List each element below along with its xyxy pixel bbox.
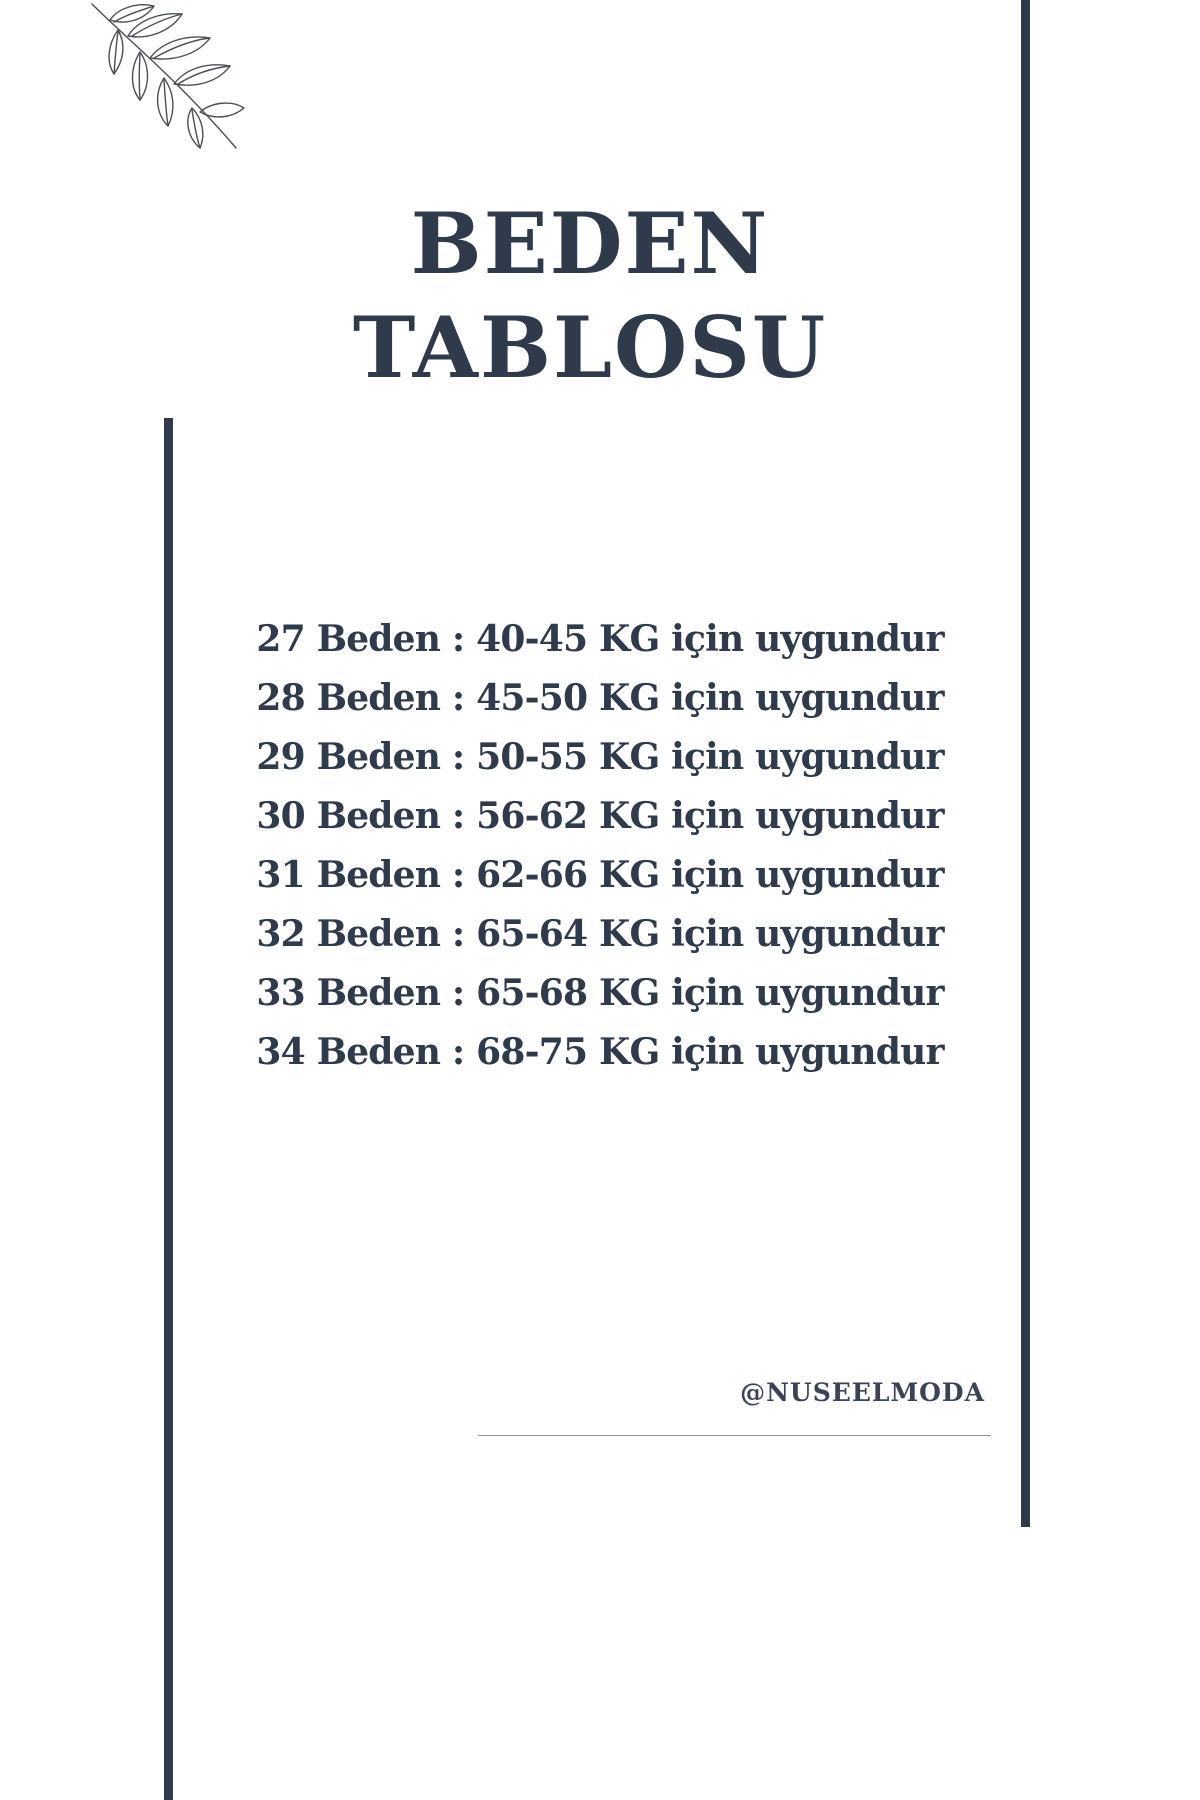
- size-chart-list: [250, 610, 950, 1082]
- leaf-branch-icon: [88, 0, 248, 155]
- size-row-27: 27 Beden : 40-45 KG için uygundur: [256, 618, 944, 660]
- size-row-31: 31 Beden : 62-66 KG için uygundur: [256, 854, 944, 896]
- right-vertical-rule: [1021, 0, 1030, 1527]
- size-row-30: 30 Beden : 56-62 KG için uygundur: [256, 795, 944, 837]
- handle-underline-divider: [478, 1435, 991, 1436]
- size-row-28: 28 Beden : 45-50 KG için uygundur: [256, 677, 944, 719]
- brand-handle: @NUSEELMODA: [740, 1378, 985, 1407]
- title-line-1: BEDEN: [410, 194, 770, 293]
- size-row-34: 34 Beden : 68-75 KG için uygundur: [256, 1031, 944, 1073]
- left-vertical-rule: [164, 418, 173, 1800]
- size-row-29: 29 Beden : 50-55 KG için uygundur: [256, 736, 944, 778]
- page-title: [250, 192, 930, 400]
- size-row-32: 32 Beden : 65-64 KG için uygundur: [256, 913, 944, 955]
- title-line-2: TABLOSU: [352, 298, 828, 397]
- size-row-33: 33 Beden : 65-68 KG için uygundur: [256, 972, 944, 1014]
